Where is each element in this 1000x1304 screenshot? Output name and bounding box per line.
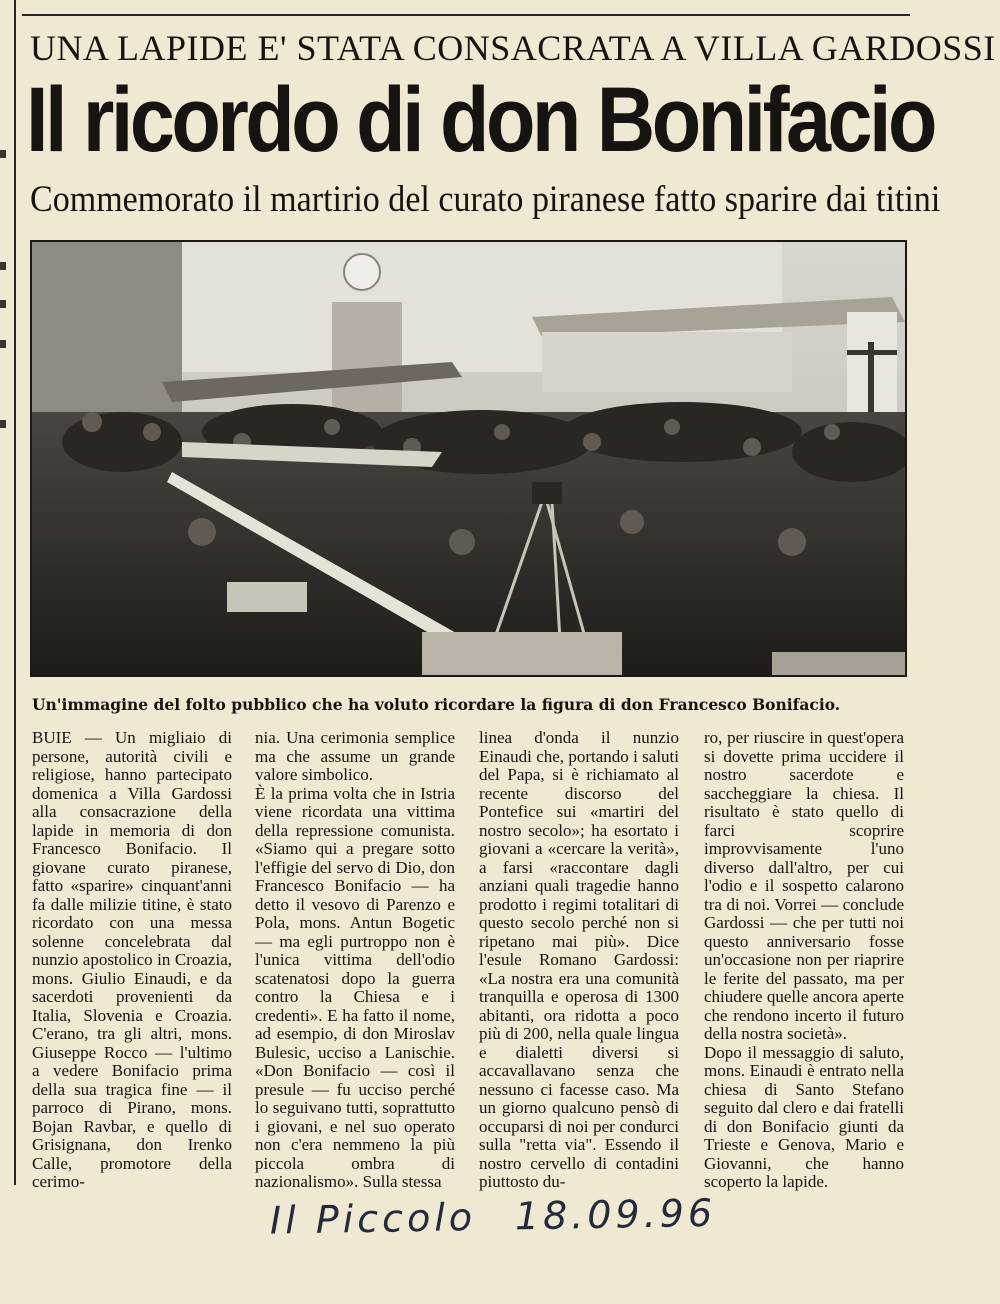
handwritten-date: 18.09.96 bbox=[514, 1190, 717, 1239]
handwritten-annotation bbox=[269, 1190, 717, 1258]
margin-mark bbox=[0, 150, 6, 158]
photo-caption: Un'immagine del folto pubblico che ha voluto ricordare la figura di don Francesco Bonifacio. bbox=[32, 695, 841, 714]
kicker: UNA LAPIDE E' STATA CONSACRATA A VILLA GARDOSSI bbox=[30, 28, 996, 68]
article-column-4: ro, per riuscire in quest'opera si dovette prima uccidere il nostro sacerdote e saccheggiare la chiesa. Il risultato è stato quello di farci scoprire improvvisamente l'uno diverso dall'altro, per cui l'odio e il sospetto calarono tra di noi. Vorrei — conclude Gardossi — che per tutti noi questo anniversario fosse un'occasione non per riaprire le ferite del passato, ma per chiudere quelle ancora aperte che rendono incerto il futuro della nostra società». Dopo il messaggio di saluto, mons. Einaudi è entrato nella chiesa di Santo Stefano seguito dal clero e dai fratelli di don Bonifacio giunti da Trieste e Genova, Mario e Giovanni, che hanno scoperto la lapide. bbox=[704, 728, 904, 1191]
margin-mark bbox=[0, 300, 6, 308]
article-column-1: BUIE — Un migliaio di persone, autorità civili e religiose, hanno partecipato domenica a Villa Gardossi alla consacrazione della lapide in memoria di don Francesco Bonifacio. Il giovane curato piranese, fatto «sparire» cinquant'anni fa dalle milizie titine, è stato ricordato con una messa solenne concelebrata dal nunzio apostolico in Croazia, mons. Giulio Einaudi, e da sacerdoti provenienti da Italia, Slovenia e Croazia. C'erano, tra gli altri, mons. Giuseppe Rocco — l'ultimo a vedere Bonifacio prima della sua tragica fine — il parroco di Pirano, mons. Bojan Ravbar, e quello di Grisignana, don Irenko Calle, promotore della cerimo- bbox=[32, 728, 232, 1191]
article-column-2: nia. Una cerimonia semplice ma che assume un grande valore simbolico. È la prima volta che in Istria viene ricordata una vittima della repressione comunista. «Siamo qui a pregare sotto l'effigie del servo di Dio, don Francesco Bonifacio — ha detto il vesovo di Parenzo e Pola, mons. Antun Bogetic — ma egli purtroppo non è l'unica vittima dell'odio scatenatosi dopo la guerra contro la Chiesa e i credenti». E ha fatto il nome, ad esempio, di don Miroslav Bulesic, ucciso a Lanischie. «Don Bonifacio — così il presule — fu ucciso perché lo seguivano tutti, soprattutto i giovani, e nel suo operato non c'era nemmeno la più piccola ombra di nazionalismo». Sulla stessa bbox=[255, 728, 455, 1191]
article-column-3: linea d'onda il nunzio Einaudi che, portando i saluti del Papa, si è richiamato al recente discorso del Pontefice sui «martiri del nostro secolo»; ha esortato i giovani a «cercare la verità», a farsi «raccontare dagli anziani quali tragedie hanno prodotto i regimi totalitari di questo secolo perché non si ripetano mai più». Dice l'esule Romano Gardossi: «La nostra era una comunità tranquilla e operosa di 1300 abitanti, ora ridotta a poco più di 200, nella quale lingua e dialetti diversi si accavallavano senza che nessuno ci facesse caso. Ma un giorno qualcuno pensò di occuparsi di noi per condurci sulla "retta via". Essendo il nostro cervello di contadini piuttosto du- bbox=[479, 728, 679, 1191]
crowd-photo bbox=[30, 240, 907, 677]
headline: Il ricordo di don Bonifacio bbox=[26, 69, 934, 171]
margin-mark bbox=[0, 340, 6, 348]
top-rule bbox=[22, 14, 910, 16]
crowd-photo-illustration bbox=[32, 242, 905, 675]
left-margin-rule bbox=[14, 0, 16, 1185]
margin-mark bbox=[0, 262, 6, 270]
margin-mark bbox=[0, 420, 6, 428]
subheadline: Commemorato il martirio del curato piranese fatto sparire dai titini bbox=[30, 179, 941, 220]
handwritten-newspaper-name: Il Piccolo bbox=[269, 1195, 477, 1243]
